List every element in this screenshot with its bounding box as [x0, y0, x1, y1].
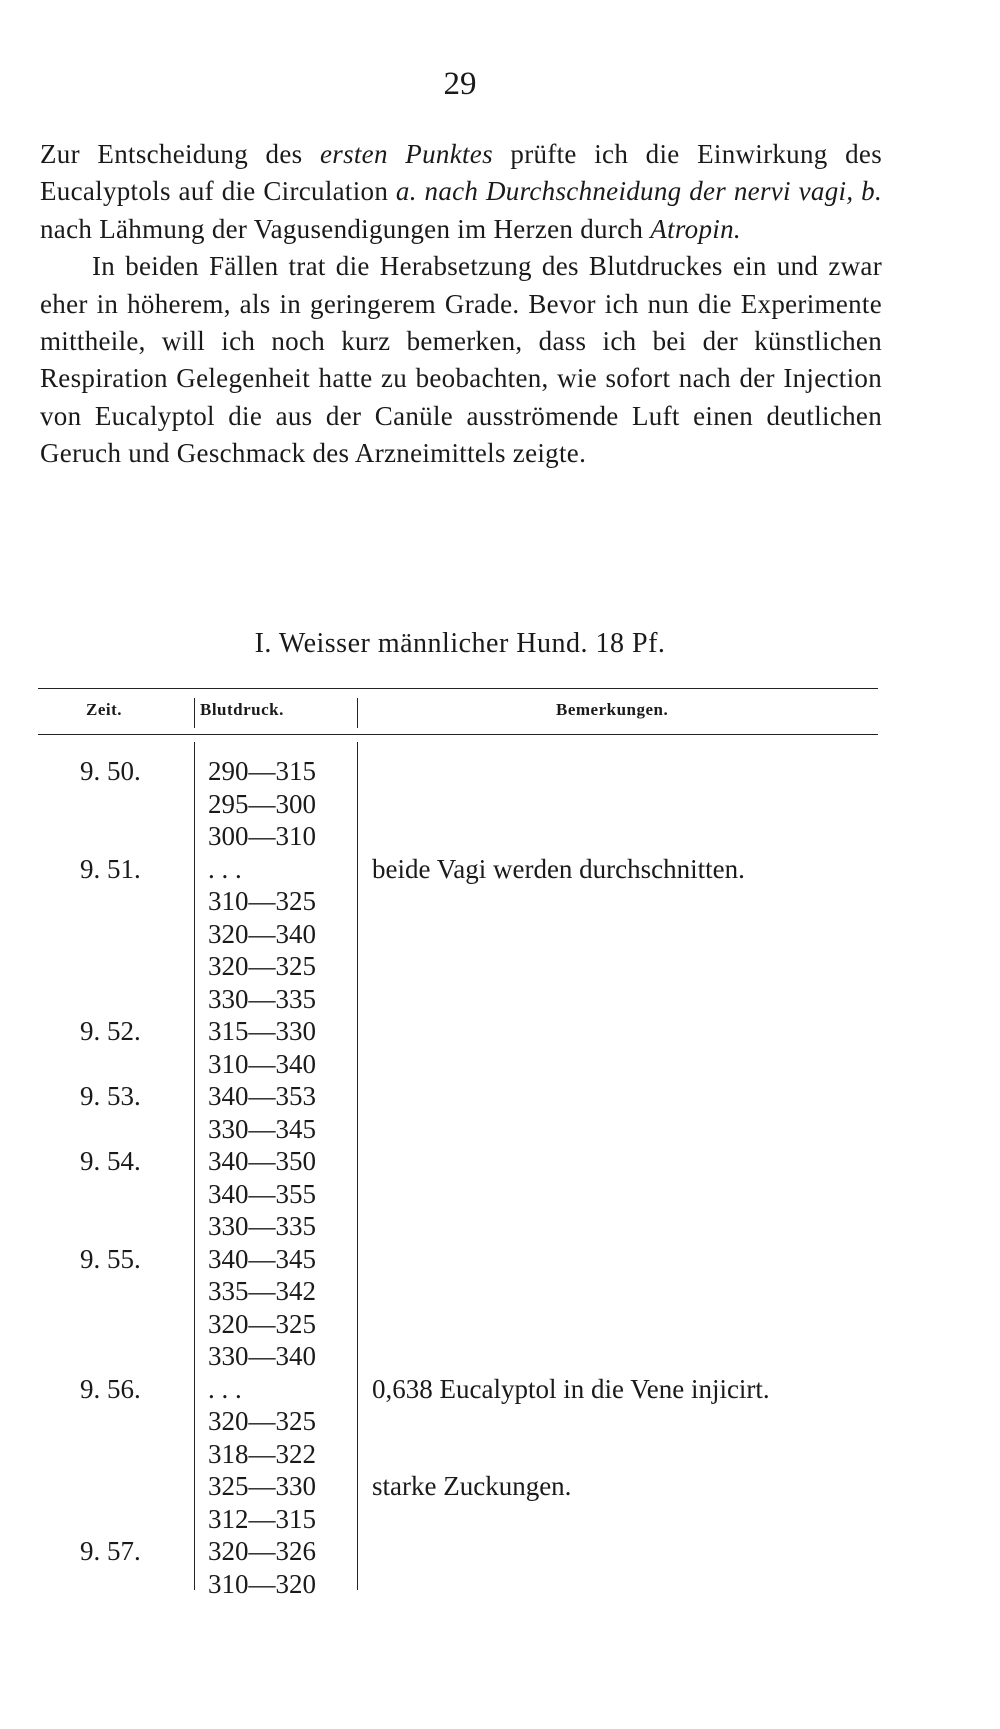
paragraph-1-italic-1: ersten Punktes — [319, 139, 493, 169]
row-blood-pressure: 340—353 — [208, 1081, 316, 1111]
row-blood-pressure: 312—315 — [208, 1503, 316, 1534]
page-number: 29 — [443, 66, 477, 102]
table-row — [0, 1568, 1000, 1601]
row-blood-pressure: 315—330 — [208, 1016, 316, 1046]
table-row — [0, 1503, 1000, 1536]
paragraph-1-text-1: Zur Entscheidung des — [40, 139, 320, 169]
paragraph-2: In beiden Fällen trat die Herabsetzung des Blutdruckes ein und zwar eher in höherem, als in geringerem Grade. Bevor ich nun die Experimente mittheile, will ich noch kurz bemerken, dass ich bei der künstlichen Respiration Gelegenheit hatte zu beobachten, wie sofort nach der Injection von Eucalyptol die aus der Canüle ausströmende Luft einen deutlichen Geruch und Geschmack des Arzneimittels zeigte. — [40, 251, 882, 469]
row-blood-pressure: 320—325 — [208, 1308, 316, 1339]
row-blood-pressure: 320—325 — [208, 1406, 316, 1436]
column-header-time: Zeit. — [86, 700, 123, 719]
table-row — [0, 1373, 1000, 1406]
row-blood-pressure: 310—340 — [208, 1048, 316, 1079]
row-remark: 0,638 Eucalyptol in die Vene injicirt. — [372, 1373, 770, 1404]
row-time: 9. 52. — [80, 1016, 141, 1046]
row-blood-pressure: 330—335 — [208, 983, 316, 1014]
table-row — [0, 1178, 1000, 1211]
row-blood-pressure: . . . — [208, 1373, 242, 1404]
row-blood-pressure: 290—315 — [208, 756, 316, 786]
paragraph-1 — [40, 136, 882, 248]
row-blood-pressure: . . . — [208, 853, 242, 884]
row-time: 9. 57. — [80, 1536, 141, 1566]
row-time: 9. 56. — [80, 1373, 141, 1404]
row-blood-pressure: 330—335 — [208, 1211, 316, 1241]
table-body — [0, 755, 1000, 1600]
table-row — [0, 1015, 1000, 1048]
table-row — [0, 1535, 1000, 1568]
row-blood-pressure: 330—340 — [208, 1341, 316, 1371]
table-row — [0, 950, 1000, 983]
row-blood-pressure: 325—330 — [208, 1471, 316, 1501]
paragraph-1-italic-3: Atropin. — [650, 213, 741, 244]
table-row — [0, 820, 1000, 853]
header-column-divider-2 — [357, 698, 358, 728]
row-time: 9. 50. — [80, 756, 141, 786]
table-row — [0, 755, 1000, 788]
row-blood-pressure: 310—320 — [208, 1568, 316, 1599]
table-row — [0, 1145, 1000, 1178]
row-time: 9. 53. — [80, 1081, 141, 1111]
header-column-divider-1 — [194, 698, 195, 728]
row-blood-pressure: 330—345 — [208, 1113, 316, 1144]
row-blood-pressure: 340—355 — [208, 1178, 316, 1209]
table-row — [0, 1438, 1000, 1471]
paragraph-1-text-2: prüfte ich die Einwirkung des Eucalyptols auf die Circulation — [40, 139, 883, 207]
table-row — [0, 853, 1000, 886]
table-top-rule — [38, 688, 878, 689]
row-blood-pressure: 340—345 — [208, 1243, 316, 1274]
paragraph-1-italic-2: a. nach Durchschneidung der nervi vagi, b. — [395, 176, 882, 207]
row-remark: starke Zuckungen. — [372, 1471, 572, 1501]
row-blood-pressure: 295—300 — [208, 788, 316, 819]
table-row — [0, 1210, 1000, 1243]
table-row — [0, 1080, 1000, 1113]
row-blood-pressure: 335—342 — [208, 1276, 316, 1306]
row-blood-pressure: 320—326 — [208, 1536, 316, 1566]
table-row — [0, 1308, 1000, 1341]
row-blood-pressure: 320—340 — [208, 918, 316, 949]
row-blood-pressure: 318—322 — [208, 1438, 316, 1469]
column-header-blood-pressure: Blutdruck. — [200, 700, 284, 719]
table-row — [0, 1243, 1000, 1276]
table-row — [0, 983, 1000, 1016]
column-header-remarks: Bemerkungen. — [556, 700, 669, 719]
body-text — [40, 136, 882, 473]
table-row — [0, 1470, 1000, 1503]
row-blood-pressure: 320—325 — [208, 951, 316, 981]
table-row — [0, 788, 1000, 821]
table-caption: I. Weisser männlicher Hund. 18 Pf. — [254, 628, 666, 659]
row-remark: beide Vagi werden durchschnitten. — [372, 853, 745, 884]
table-row — [0, 1405, 1000, 1438]
row-blood-pressure: 340—350 — [208, 1146, 316, 1176]
table-row — [0, 1113, 1000, 1146]
table-header-rule — [38, 734, 878, 735]
table-row — [0, 1275, 1000, 1308]
row-time: 9. 54. — [80, 1146, 141, 1176]
table-row — [0, 1048, 1000, 1081]
row-blood-pressure: 300—310 — [208, 821, 316, 851]
row-blood-pressure: 310—325 — [208, 886, 316, 916]
table-row — [0, 885, 1000, 918]
paragraph-1-text-3: nach Lähmung der Vagusendigungen im Herzen durch — [40, 213, 651, 244]
row-time: 9. 55. — [80, 1243, 141, 1274]
table-row — [0, 1340, 1000, 1373]
table-row — [0, 918, 1000, 951]
row-time: 9. 51. — [80, 853, 141, 884]
